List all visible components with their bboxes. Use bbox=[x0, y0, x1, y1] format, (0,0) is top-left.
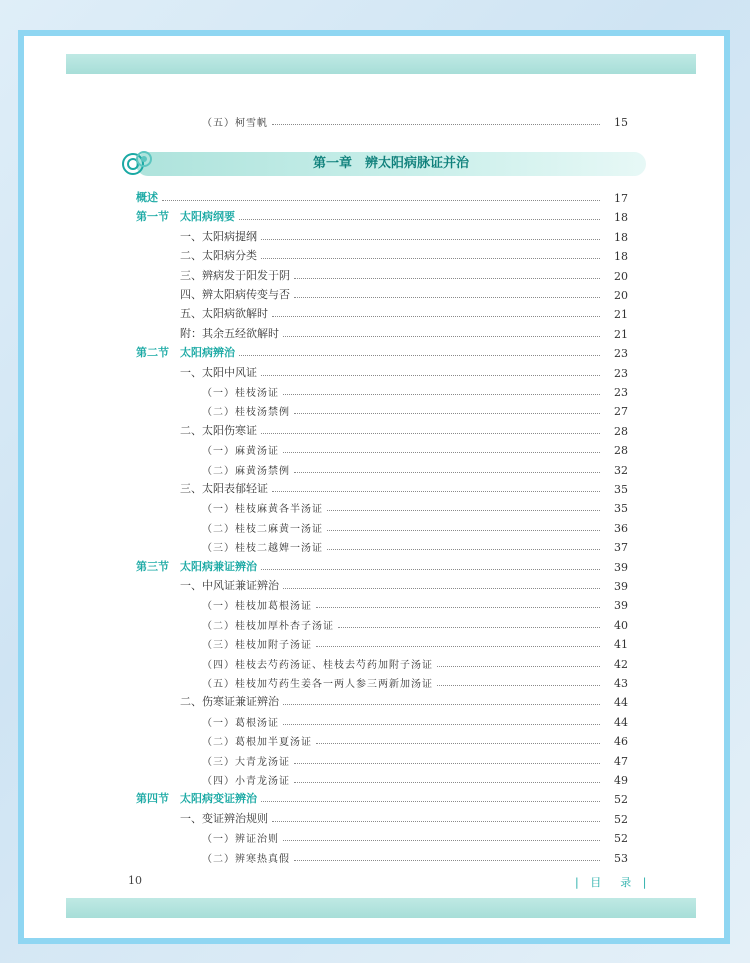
toc-entry-title: （四）桂枝去芍药汤证、桂枝去芍药加附子汤证 bbox=[202, 659, 433, 671]
toc-entry-page: 43 bbox=[614, 677, 628, 690]
toc-entry-page: 37 bbox=[614, 541, 628, 555]
toc-entry-page: 36 bbox=[614, 521, 628, 535]
toc-entry[interactable] bbox=[24, 496, 724, 515]
dot-leader bbox=[316, 743, 600, 744]
toc-entry[interactable] bbox=[24, 652, 724, 671]
toc-entry-title: 一、太阳病提纲 bbox=[180, 229, 257, 243]
toc-entry[interactable] bbox=[24, 846, 724, 865]
toc-entry-title: 四、辨太阳病传变与否 bbox=[180, 288, 290, 301]
toc-entry[interactable] bbox=[24, 768, 724, 787]
toc-entry-page: 18 bbox=[614, 211, 628, 225]
dot-leader bbox=[283, 588, 600, 589]
dot-leader bbox=[437, 685, 600, 686]
table-of-contents bbox=[24, 36, 724, 938]
page-frame bbox=[18, 30, 730, 944]
toc-entry-page: 49 bbox=[614, 774, 628, 787]
toc-entry-title: （三）桂枝加附子汤证 bbox=[202, 640, 312, 652]
dot-leader bbox=[294, 763, 600, 764]
toc-entry-page: 35 bbox=[614, 502, 628, 516]
dot-leader bbox=[327, 530, 600, 531]
toc-entry[interactable] bbox=[24, 264, 724, 283]
dot-leader bbox=[283, 704, 600, 705]
dot-leader bbox=[294, 860, 600, 861]
dot-leader bbox=[283, 724, 600, 725]
dot-leader bbox=[261, 239, 600, 240]
dot-leader bbox=[437, 666, 600, 667]
dot-leader bbox=[327, 510, 600, 511]
toc-entry-title: （一）桂枝加葛根汤证 bbox=[202, 601, 312, 613]
toc-entry-page: 39 bbox=[614, 599, 628, 613]
toc-entry-page: 27 bbox=[614, 405, 628, 419]
dot-leader bbox=[261, 801, 600, 802]
toc-entry-title: 二、太阳伤寒证 bbox=[180, 423, 257, 437]
toc-entry[interactable] bbox=[24, 283, 724, 302]
toc-entry[interactable] bbox=[24, 671, 724, 690]
section-number: 第四节 bbox=[136, 792, 169, 806]
dot-leader bbox=[338, 627, 600, 628]
toc-entry-page: 18 bbox=[614, 230, 628, 244]
toc-entry-title: （一）桂枝汤证 bbox=[202, 388, 279, 399]
dot-leader bbox=[316, 646, 600, 647]
toc-entry-page: 23 bbox=[614, 347, 628, 361]
toc-entry-title: 太阳病纲要 bbox=[180, 210, 235, 224]
toc-entry-page: 42 bbox=[614, 657, 628, 671]
dot-leader bbox=[272, 124, 600, 125]
toc-entry-page: 47 bbox=[614, 754, 628, 768]
toc-entry[interactable] bbox=[24, 225, 724, 244]
toc-entry[interactable] bbox=[24, 729, 724, 748]
toc-entry-page: 53 bbox=[614, 851, 628, 865]
dot-leader bbox=[294, 782, 600, 783]
toc-entry[interactable] bbox=[24, 826, 724, 845]
toc-entry-title: 三、辨病发于阳发于阴 bbox=[180, 268, 290, 282]
dot-leader bbox=[261, 433, 600, 434]
toc-entry-page: 23 bbox=[614, 386, 628, 399]
dot-leader bbox=[162, 200, 600, 201]
dot-leader bbox=[294, 472, 600, 473]
dot-leader bbox=[272, 821, 600, 822]
dot-leader bbox=[272, 491, 600, 492]
dot-leader bbox=[294, 297, 600, 298]
toc-entry[interactable] bbox=[24, 555, 724, 574]
toc-entry-title: （四）小青龙汤证 bbox=[202, 776, 290, 787]
running-head: | 目 录 | bbox=[575, 876, 651, 889]
toc-entry-title: 太阳病兼证辨治 bbox=[180, 559, 257, 573]
toc-entry-title: （二）桂枝加厚朴杏子汤证 bbox=[202, 620, 334, 632]
toc-entry-page: 46 bbox=[614, 735, 628, 749]
toc-entry-title: 太阳病变证辨治 bbox=[180, 792, 257, 806]
dot-leader bbox=[261, 258, 600, 259]
toc-entry-page: 17 bbox=[614, 192, 628, 205]
toc-entry-title: 概述 bbox=[136, 191, 158, 204]
toc-entry-title: 附：其余五经欲解时 bbox=[180, 326, 279, 340]
toc-entry[interactable] bbox=[24, 438, 724, 457]
toc-entry[interactable] bbox=[24, 244, 724, 263]
toc-entry-title: 一、中风证兼证辨治 bbox=[180, 579, 279, 592]
toc-entry[interactable] bbox=[24, 807, 724, 826]
toc-entry[interactable] bbox=[24, 535, 724, 554]
toc-entry-page: 20 bbox=[614, 289, 628, 302]
toc-entry-title: （一）葛根汤证 bbox=[202, 717, 279, 729]
toc-entry-page: 21 bbox=[614, 327, 628, 341]
toc-entry-page: 35 bbox=[614, 483, 628, 496]
toc-entry[interactable] bbox=[24, 632, 724, 651]
toc-entry-title: （二）桂枝汤禁例 bbox=[202, 407, 290, 419]
toc-entry[interactable] bbox=[24, 322, 724, 341]
toc-entry-title: （三）大青龙汤证 bbox=[202, 756, 290, 768]
toc-entry-title: （一）麻黄汤证 bbox=[202, 446, 279, 458]
dot-leader bbox=[327, 549, 600, 550]
toc-entry-page: 39 bbox=[614, 560, 628, 574]
toc-entry-title: （三）桂枝二越婢一汤证 bbox=[202, 543, 323, 555]
dot-leader bbox=[316, 607, 600, 608]
toc-entry[interactable] bbox=[24, 205, 724, 224]
toc-entry[interactable] bbox=[24, 110, 724, 129]
toc-entry[interactable] bbox=[24, 749, 724, 768]
toc-entry-title: （二）辨寒热真假 bbox=[202, 853, 290, 865]
toc-entry-title: （二）麻黄汤禁例 bbox=[202, 465, 290, 477]
page-number: 10 bbox=[128, 874, 142, 887]
toc-entry-page: 28 bbox=[614, 444, 628, 458]
dot-leader bbox=[239, 219, 600, 220]
toc-entry[interactable] bbox=[24, 399, 724, 418]
toc-entry-title: 五、太阳病欲解时 bbox=[180, 307, 268, 321]
dot-leader bbox=[261, 569, 600, 570]
dot-leader bbox=[283, 336, 600, 337]
toc-entry[interactable] bbox=[24, 419, 724, 438]
toc-entry-title: （二）葛根加半夏汤证 bbox=[202, 737, 312, 749]
dot-leader bbox=[283, 452, 600, 453]
toc-entry[interactable] bbox=[24, 690, 724, 709]
toc-entry[interactable] bbox=[24, 458, 724, 477]
dot-leader bbox=[283, 394, 600, 395]
section-number: 第一节 bbox=[136, 210, 169, 224]
toc-entry-title: 太阳病辨治 bbox=[180, 346, 235, 360]
toc-entry-page: 44 bbox=[614, 696, 628, 710]
toc-entry-page: 44 bbox=[614, 715, 628, 729]
dot-leader bbox=[294, 413, 600, 414]
toc-entry[interactable] bbox=[24, 186, 724, 205]
toc-entry-title: 二、太阳病分类 bbox=[180, 249, 257, 263]
toc-entry[interactable] bbox=[24, 516, 724, 535]
chapter-title: 第一章 辨太阳病脉证并治 bbox=[312, 156, 469, 171]
toc-entry-page: 20 bbox=[614, 269, 628, 283]
dot-leader bbox=[272, 316, 600, 317]
section-number: 第二节 bbox=[136, 346, 169, 360]
dot-leader bbox=[283, 840, 600, 841]
toc-entry-page: 15 bbox=[614, 116, 628, 129]
toc-entry[interactable] bbox=[24, 341, 724, 360]
toc-entry[interactable] bbox=[24, 380, 724, 399]
toc-entry[interactable] bbox=[24, 361, 724, 380]
toc-entry-title: （二）桂枝二麻黄一汤证 bbox=[202, 523, 323, 535]
toc-entry[interactable] bbox=[24, 477, 724, 496]
toc-entry-title: （一）桂枝麻黄各半汤证 bbox=[202, 504, 323, 516]
toc-entry[interactable] bbox=[24, 613, 724, 632]
toc-entry-page: 32 bbox=[614, 463, 628, 477]
toc-entry-page: 52 bbox=[614, 793, 628, 807]
dot-leader bbox=[239, 355, 600, 356]
dot-leader bbox=[294, 278, 600, 279]
toc-entry-page: 40 bbox=[614, 618, 628, 632]
toc-entry-title: 一、变证辨治规则 bbox=[180, 811, 268, 825]
dot-leader bbox=[261, 375, 600, 376]
toc-entry[interactable] bbox=[24, 574, 724, 593]
toc-entry-title: 三、太阳表郁轻证 bbox=[180, 482, 268, 495]
toc-entry[interactable] bbox=[24, 302, 724, 321]
toc-entry[interactable] bbox=[24, 710, 724, 729]
toc-entry-page: 52 bbox=[614, 832, 628, 846]
toc-entry-page: 41 bbox=[614, 638, 628, 652]
toc-entry-page: 21 bbox=[614, 308, 628, 322]
toc-entry-page: 28 bbox=[614, 424, 628, 438]
toc-entry-title: 二、伤寒证兼证辨治 bbox=[180, 695, 279, 709]
toc-entry-title: （五）柯雪帆 bbox=[202, 118, 268, 129]
toc-entry-title: 一、太阳中风证 bbox=[180, 365, 257, 379]
toc-entry-title: （五）桂枝加芍药生姜各一两人参三两新加汤证 bbox=[202, 679, 433, 690]
toc-entry-page: 18 bbox=[614, 250, 628, 264]
toc-entry-title: （一）辨证治则 bbox=[202, 834, 279, 846]
toc-entry[interactable] bbox=[24, 787, 724, 806]
toc-entry-page: 39 bbox=[614, 580, 628, 593]
toc-entry-page: 23 bbox=[614, 366, 628, 380]
toc-entry-page: 52 bbox=[614, 812, 628, 826]
section-number: 第三节 bbox=[136, 559, 169, 573]
toc-entry[interactable] bbox=[24, 593, 724, 612]
